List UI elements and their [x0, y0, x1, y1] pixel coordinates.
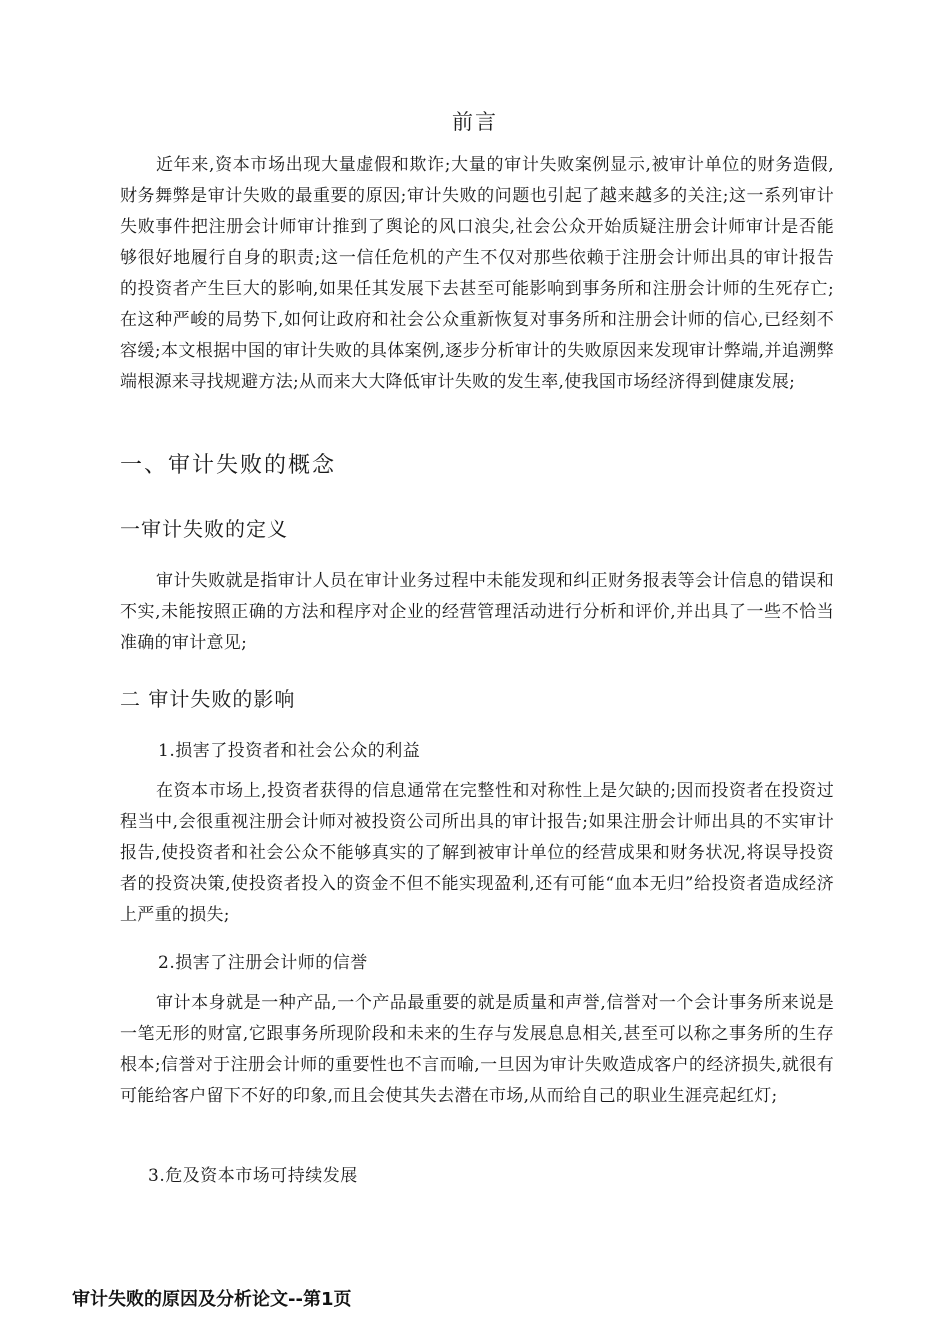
- reputation-paragraph: 审计本身就是一种产品,一个产品最重要的就是质量和声誉,信誉对一个会计事务所来说是一笔无形的财富,它跟事务所现阶段和未来的生存与发展息息相关,甚至可以称之事务所的生存根本;信誉对于注册会计师的重要性也不言而喻,一旦因为审计失败造成客户的经济损失,就很有可能给客户留下不好的印象,而且会使其失去潜在市场,从而给自己的职业生涯亮起红灯;: [120, 993, 834, 1106]
- subsection-heading-impact: 二 审计失败的影响: [120, 687, 296, 711]
- item-heading-capital-market: 3.危及资本市场可持续发展: [148, 1166, 358, 1186]
- page-footer: 审计失败的原因及分析论文--第1页: [72, 1289, 352, 1310]
- item-heading-investors: 1.损害了投资者和社会公众的利益: [158, 741, 421, 761]
- investors-paragraph: 在资本市场上,投资者获得的信息通常在完整性和对称性上是欠缺的;因而投资者在投资过程当中,会很重视注册会计师对被投资公司所出具的审计报告;如果注册会计师出具的不实审计报告,使投资者和社会公众不能够真实的了解到被审计单位的经营成果和财务状况,将误导投资者的投资决策,使投资者投入的资金不但不能实现盈利,还有可能“血本无归”给投资者造成经济上严重的损失;: [120, 781, 834, 925]
- definition-paragraph: 审计失败就是指审计人员在审计业务过程中未能发现和纠正财务报表等会计信息的错误和不实,未能按照正确的方法和程序对企业的经营管理活动进行分析和评价,并出具了一些不恰当准确的审计意见;: [120, 571, 834, 653]
- subsection-heading-definition: 一审计失败的定义: [120, 517, 288, 541]
- section-heading-concept: 一、审计失败的概念: [120, 453, 337, 478]
- page-title: 前言: [452, 110, 498, 134]
- item-heading-reputation: 2.损害了注册会计师的信誉: [158, 953, 368, 973]
- intro-paragraph: 近年来,资本市场出现大量虚假和欺诈;大量的审计失败案例显示,被审计单位的财务造假,财务舞弊是审计失败的最重要的原因;审计失败的问题也引起了越来越多的关注;这一系列审计失败事件把注册会计师审计推到了舆论的风口浪尖,社会公众开始质疑注册会计师审计是否能够很好地履行自身的职责;这一信任危机的产生不仅对那些依赖于注册会计师出具的审计报告的投资者产生巨大的影响,如果任其发展下去甚至可能影响到事务所和注册会计师的生死存亡;在这种严峻的局势下,如何让政府和社会公众重新恢复对事务所和注册会计师的信心,已经刻不容缓;本文根据中国的审计失败的具体案例,逐步分析审计的失败原因来发现审计弊端,并追溯弊端根源来寻找规避方法;从而来大大降低审计失败的发生率,使我国市场经济得到健康发展;: [120, 155, 834, 392]
